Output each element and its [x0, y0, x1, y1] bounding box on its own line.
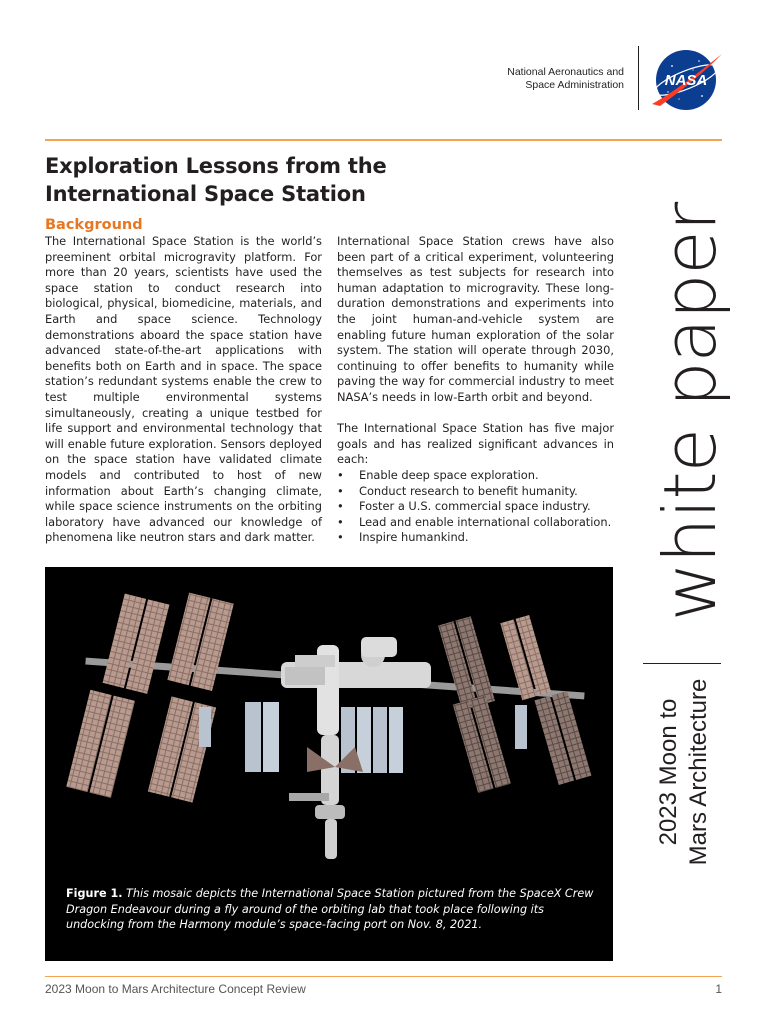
paragraph: International Space Station crews have also been part of a critical experiment, volunteering themselves as test subjects for research into human adaptation to microgravity. These long-duration demonstrations and experiments into the joint human-and-vehicle system are enabling future human exploration of the solar system. The station will operate through 2030, continuing to offer benefits to humanity while paving the way for commercial industry to meet NASA’s needs in low-Earth orbit and beyond. — [337, 234, 614, 404]
section-heading: Background — [45, 217, 143, 233]
agency-line-2: Space Administration — [525, 79, 624, 91]
list-item — [337, 499, 614, 515]
page-title: Exploration Lessons from the International Space Station — [45, 154, 387, 206]
list-item — [337, 468, 614, 484]
paragraph: The International Space Station has five major goals and has realized significant advances in each: — [337, 421, 614, 467]
body-column-left — [45, 234, 322, 561]
list-item-text: Foster a U.S. commercial space industry. — [359, 499, 591, 514]
document-subtitle — [654, 679, 714, 866]
subtitle-line-1: 2023 Moon to — [655, 698, 682, 846]
bullet: • — [337, 514, 344, 529]
page-number: 1 — [715, 982, 722, 996]
top-rule — [45, 139, 722, 141]
bullet: • — [337, 499, 344, 514]
body-column-right — [337, 234, 614, 546]
agency-line-1: National Aeronautics and — [507, 66, 624, 78]
figure-caption-text: This mosaic depicts the International Space Station pictured from the SpaceX Crew Dragon Endeavour during a fly around of the orbiting lab that took place following its undocking from the Harmony module’s space-facing port on Nov. 8, 2021. — [66, 887, 594, 932]
subtitle-line-2: Mars Architecture — [685, 678, 712, 866]
list-item-text: Enable deep space exploration. — [359, 467, 539, 482]
list-item — [337, 530, 614, 546]
list-item-text: Conduct research to benefit humanity. — [359, 483, 578, 498]
iss-figure — [45, 567, 613, 961]
figure-label: Figure 1. — [66, 887, 123, 900]
document-type-label: white paper — [648, 202, 732, 622]
list-item-text: Inspire humankind. — [359, 530, 469, 545]
paragraph: The International Space Station is the world’s preeminent orbital microgravity platform. For more than 20 years, scientists have used the space station to conduct research into biological, physical, biomedicine, materials, and Earth and space science. Technology demonstrations aboard the space station have advanced state-of-the-art applications with benefits both on Earth and in space. The space station’s redundant systems enable the crew to test multiple environmental systems simultaneously, creating a unique testbed for life support and environmental technology that will enable future exploration. Sensors deployed on the space station have validated climate models and contributed to host of new information about Earth’s changing climate, while space science instruments on the orbiting laboratory have advanced our knowledge of phenomena like neutron stars and dark matter. — [45, 234, 322, 545]
list-item — [337, 484, 614, 500]
list-item — [337, 515, 614, 531]
footer-rule — [45, 976, 722, 977]
agency-name — [507, 66, 624, 92]
list-item-text: Lead and enable international collaboration. — [359, 514, 612, 529]
bullet: • — [337, 483, 344, 498]
goals-list — [337, 468, 614, 546]
header-divider — [638, 46, 639, 110]
bullet: • — [337, 530, 344, 545]
nasa-logo-text: NASA — [664, 72, 708, 89]
nasa-logo — [648, 46, 724, 114]
figure-caption — [66, 886, 596, 933]
footer-title: 2023 Moon to Mars Architecture Concept Review — [45, 982, 306, 996]
sidebar-divider — [643, 663, 721, 664]
bullet: • — [337, 467, 344, 482]
